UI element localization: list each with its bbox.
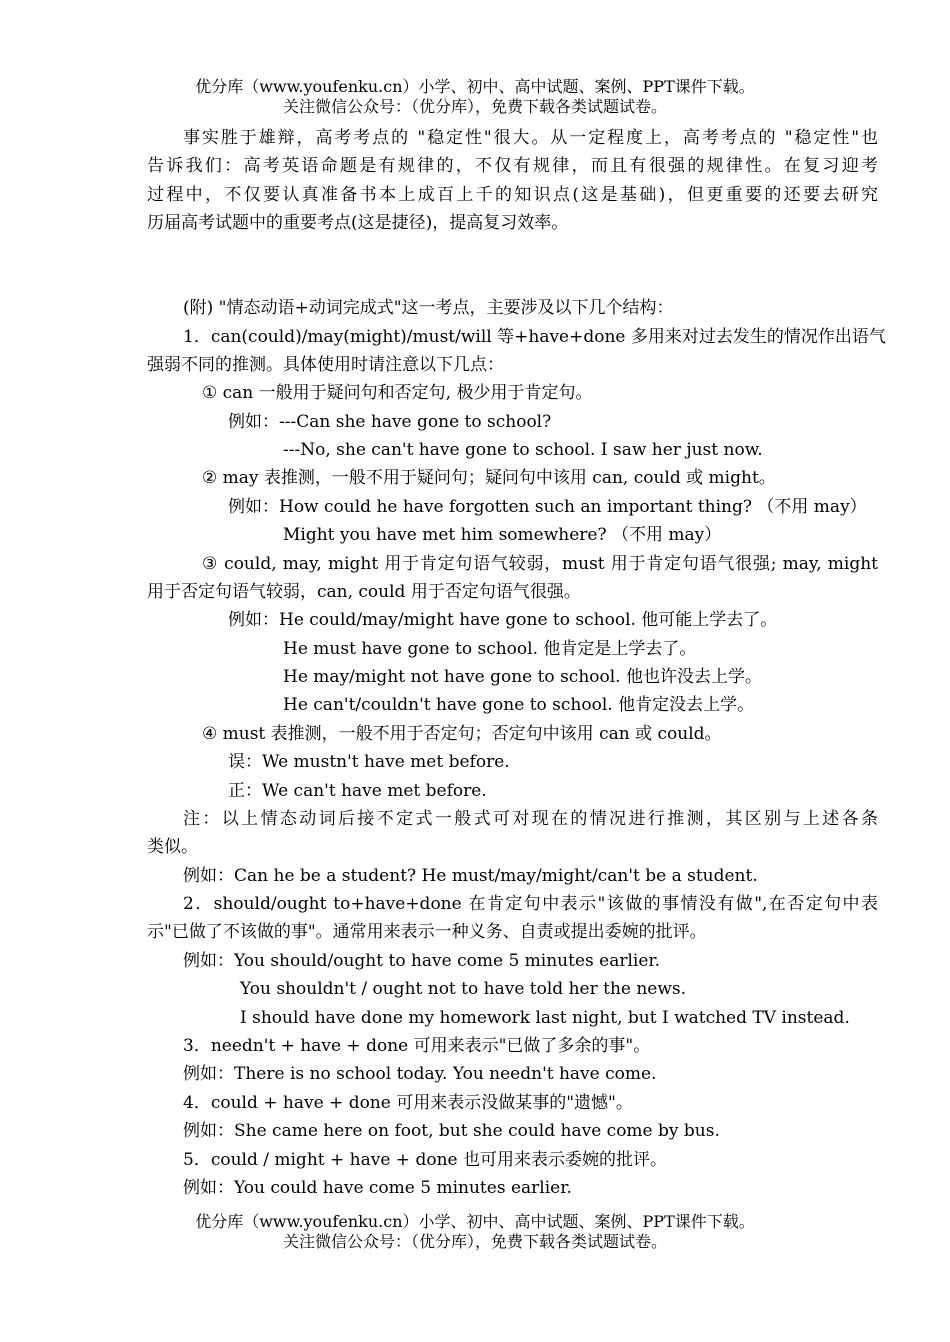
point-3-line-1: ③ could, may, might 用于肯定句语气较弱，must 用于肯定句语气很强; may, might [202, 554, 878, 574]
section-2-example-3: I should have done my homework last night, but I watched TV instead. [240, 1008, 850, 1028]
point-4: ④ must 表推测，一般不用于否定句；否定句中该用 can 或 could。 [202, 724, 722, 744]
point-2: ② may 表推测，一般不用于疑问句；疑问句中该用 can, could 或 might。 [202, 468, 776, 488]
intro-line-2: 告诉我们：高考英语命题是有规律的，不仅有规律，而且有很强的规律性。在复习迎考 [147, 156, 878, 176]
header-line-1: 优分库（www.youfenku.cn）小学、初中、高中试题、案例、PPT课件下载。 [195, 77, 755, 96]
header-line-2: 关注微信公众号：（优分库），免费下载各类试题试卷。 [282, 97, 667, 116]
section-1-line-1: 1．can(could)/may(might)/must/will 等+have+done 多用来对过去发生的情况作出语气 [183, 327, 886, 347]
point-2-example-2: Might you have met him somewhere? （不用 may） [283, 525, 722, 545]
note-line-2: 类似。 [147, 837, 198, 857]
intro-line-1: 事实胜于雄辩，高考考点的 "稳定性"很大。从一定程度上，高考考点的 "稳定性"也 [183, 128, 878, 148]
section-2-example-2: You shouldn't / ought not to have told her the news. [240, 979, 687, 999]
point-1-example-1: 例如：---Can she have gone to school? [228, 412, 552, 432]
footer-line-2: 关注微信公众号：（优分库），免费下载各类试题试卷。 [282, 1232, 667, 1251]
section-1-line-2: 强弱不同的推测。具体使用时请注意以下几点： [147, 355, 504, 375]
section-2-example-1: 例如：You should/ought to have come 5 minutes earlier. [183, 951, 661, 971]
section-5-example: 例如：You could have come 5 minutes earlier. [183, 1178, 572, 1198]
point-3-example-1: 例如：He could/may/might have gone to school. 他可能上学去了。 [228, 610, 778, 630]
section-2-line-2: 示"已做了不该做的事"。通常用来表示一种义务、自责或提出委婉的批评。 [147, 922, 707, 942]
point-4-wrong-example: 误：We mustn't have met before. [228, 752, 510, 772]
point-1: ① can 一般用于疑问句和否定句, 极少用于肯定句。 [202, 383, 593, 403]
point-3-example-2: He must have gone to school. 他肯定是上学去了。 [283, 639, 697, 659]
appendix-heading: (附) "情态动语+动词完成式"这一考点，主要涉及以下几个结构： [183, 298, 674, 318]
point-1-example-2: ---No, she can't have gone to school. I saw her just now. [283, 440, 763, 460]
section-3: 3．needn't + have + done 可用来表示"已做了多余的事"。 [183, 1036, 651, 1056]
section-4-example: 例如：She came here on foot, but she could have come by bus. [183, 1121, 720, 1141]
section-3-example: 例如：There is no school today. You needn't have come. [183, 1064, 657, 1084]
point-2-example-1: 例如：How could he have forgotten such an important thing? （不用 may） [228, 497, 867, 517]
note-example: 例如：Can he be a student? He must/may/might/can't be a student. [183, 866, 758, 886]
note-line-1: 注：以上情态动词后接不定式一般式可对现在的情况进行推测，其区别与上述各条 [183, 809, 878, 829]
footer-line-1: 优分库（www.youfenku.cn）小学、初中、高中试题、案例、PPT课件下载。 [195, 1212, 755, 1231]
section-5: 5．could / might + have + done 也可用来表示委婉的批评。 [183, 1150, 667, 1170]
intro-line-3: 过程中，不仅要认真准备书本上成百上千的知识点(这是基础)，但更重要的还要去研究 [147, 185, 878, 205]
section-4: 4．could + have + done 可用来表示没做某事的"遗憾"。 [183, 1093, 633, 1113]
point-3-example-4: He can't/couldn't have gone to school. 他肯定没去上学。 [283, 695, 755, 715]
intro-line-4: 历届高考试题中的重要考点(这是捷径)，提高复习效率。 [147, 213, 569, 233]
point-4-right-example: 正：We can't have met before. [228, 781, 487, 801]
section-2-line-1: 2．should/ought to+have+done 在肯定句中表示"该做的事情没有做",在否定句中表 [183, 894, 878, 914]
point-3-example-3: He may/might not have gone to school. 他也许没去上学。 [283, 667, 762, 687]
point-3-line-2: 用于否定句语气较弱，can, could 用于否定句语气很强。 [147, 582, 581, 602]
